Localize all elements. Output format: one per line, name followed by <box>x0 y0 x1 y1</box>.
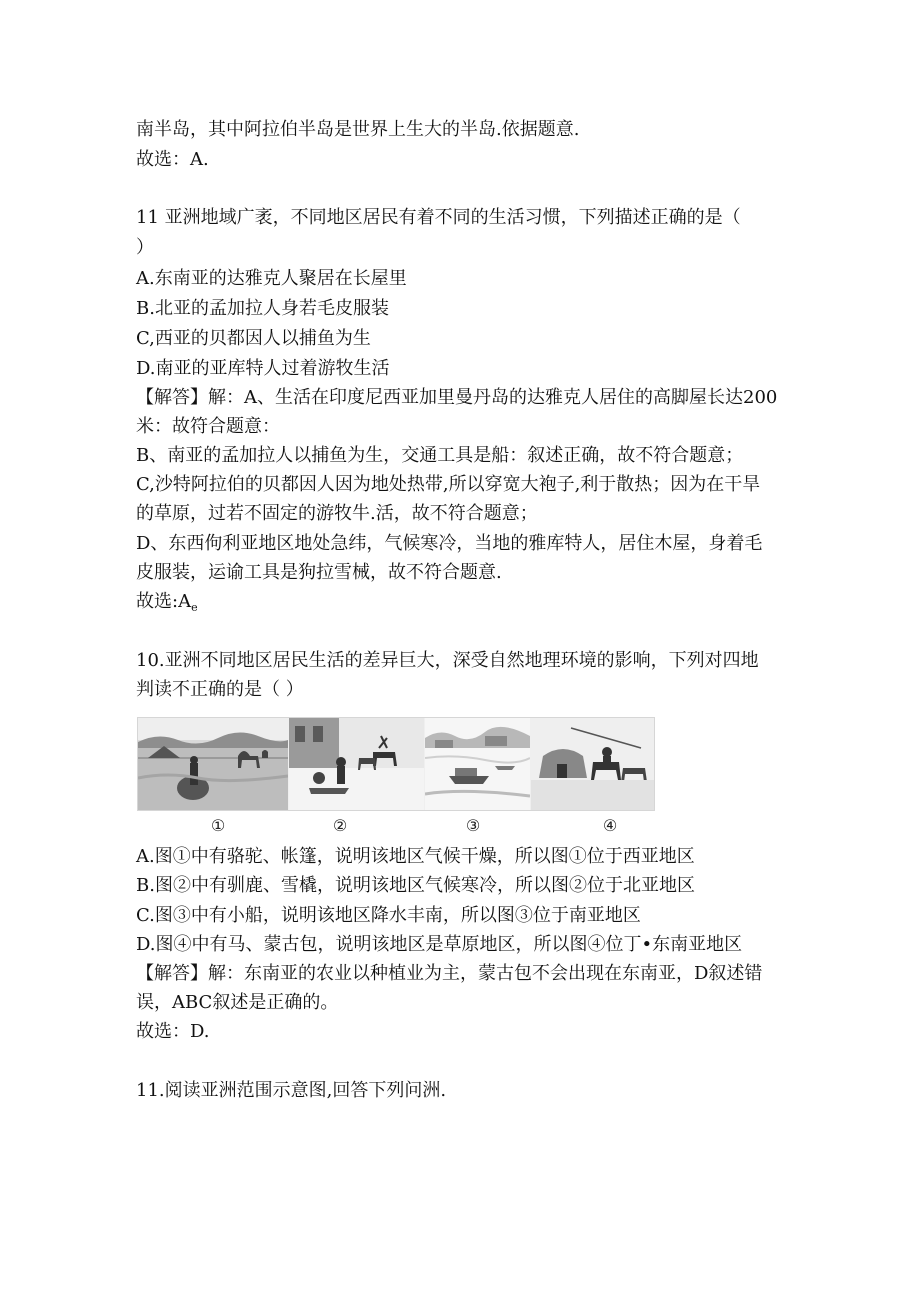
explanation-line: 的草原，过若不固定的游牧牛.活，故不符合题意； <box>136 503 538 524</box>
option-c: C.图③中有小船，说明该地区降水丰南，所以图③位于南亚地区 <box>136 905 641 926</box>
explanation-line: 【解答】解：东南亚的农业以种植业为主，蒙古包不会出现在东南亚，D叙述错 <box>136 963 763 984</box>
photo-reindeer-sled <box>289 718 424 810</box>
question-stem: 10.亚洲不同地区居民生活的差异巨大，深受自然地理环境的影响，下列对四地 <box>136 650 759 671</box>
explanation-line: 误，ABC叙述是正确的。 <box>136 992 339 1013</box>
question-stem: ） <box>136 237 154 258</box>
question-stem: 11 亚洲地域广袤，不同地区居民有着不同的生活习惯，下列描述正确的是（ <box>136 207 741 228</box>
photo-river-boats <box>425 718 530 810</box>
option-d: D.图④中有马、蒙古包，说明该地区是草原地区，所以图④位丁•东南亚地区 <box>136 934 743 955</box>
explanation-line: 米：故符合题意： <box>136 416 280 437</box>
answer-subscript: e <box>191 601 198 614</box>
option-a: A.东南亚的达雅克人聚居在长屋里 <box>136 268 407 289</box>
explanation-line: C,沙特阿拉伯的贝都因人因为地处热带,所以穿宽大袍子,利于散热；因为在干旱 <box>136 474 761 495</box>
option-b: B.图②中有驯鹿、雪橇，说明该地区气候寒冷，所以图②位于北亚地区 <box>136 875 695 896</box>
answer-line: 故选：A. <box>136 149 209 170</box>
explanation-line: 【解答】解：A、生活在印度尼西亚加里曼丹岛的达雅克人居住的高脚屋长达200 <box>136 387 778 408</box>
figure-label: ③ <box>465 816 481 835</box>
explanation-line: B、南亚的孟加拉人以捕鱼为生，交通工具是船：叙述正确，故不符合题意； <box>136 445 744 466</box>
explanation-line: 皮服装，运谕工具是狗拉雪械，故不符合题意. <box>136 562 502 583</box>
answer-text: 故选:A <box>136 591 192 612</box>
question-stem: 11.阅读亚洲范围示意图,回答下列问洲. <box>136 1080 447 1101</box>
figure-label: ② <box>332 816 348 835</box>
option-d: D.南亚的亚库特人过着游牧生活 <box>136 358 390 379</box>
answer-line <box>136 590 198 620</box>
text-line: 南半岛，其中阿拉伯半岛是世界上生大的半岛.依据题意. <box>136 119 580 140</box>
figure-label: ① <box>210 816 226 835</box>
option-b: B.北亚的孟加拉人身若毛皮服装 <box>136 298 389 319</box>
answer-line: 故选：D. <box>136 1021 210 1042</box>
option-c: C,西亚的贝都因人以捕鱼为生 <box>136 328 371 349</box>
question-stem: 判读不正确的是（ ） <box>136 679 304 700</box>
question-figure <box>137 717 655 811</box>
option-a: A.图①中有骆驼、帐篷，说明该地区气候干燥，所以图①位于西亚地区 <box>136 846 695 867</box>
photo-desert <box>138 718 288 810</box>
explanation-line: D、东西佝利亚地区地处急纬，气候寒冷，当地的雅库特人，居住木屋，身着毛 <box>136 533 763 554</box>
figure-label: ④ <box>602 816 618 835</box>
photo-yurt-horses <box>531 718 654 810</box>
